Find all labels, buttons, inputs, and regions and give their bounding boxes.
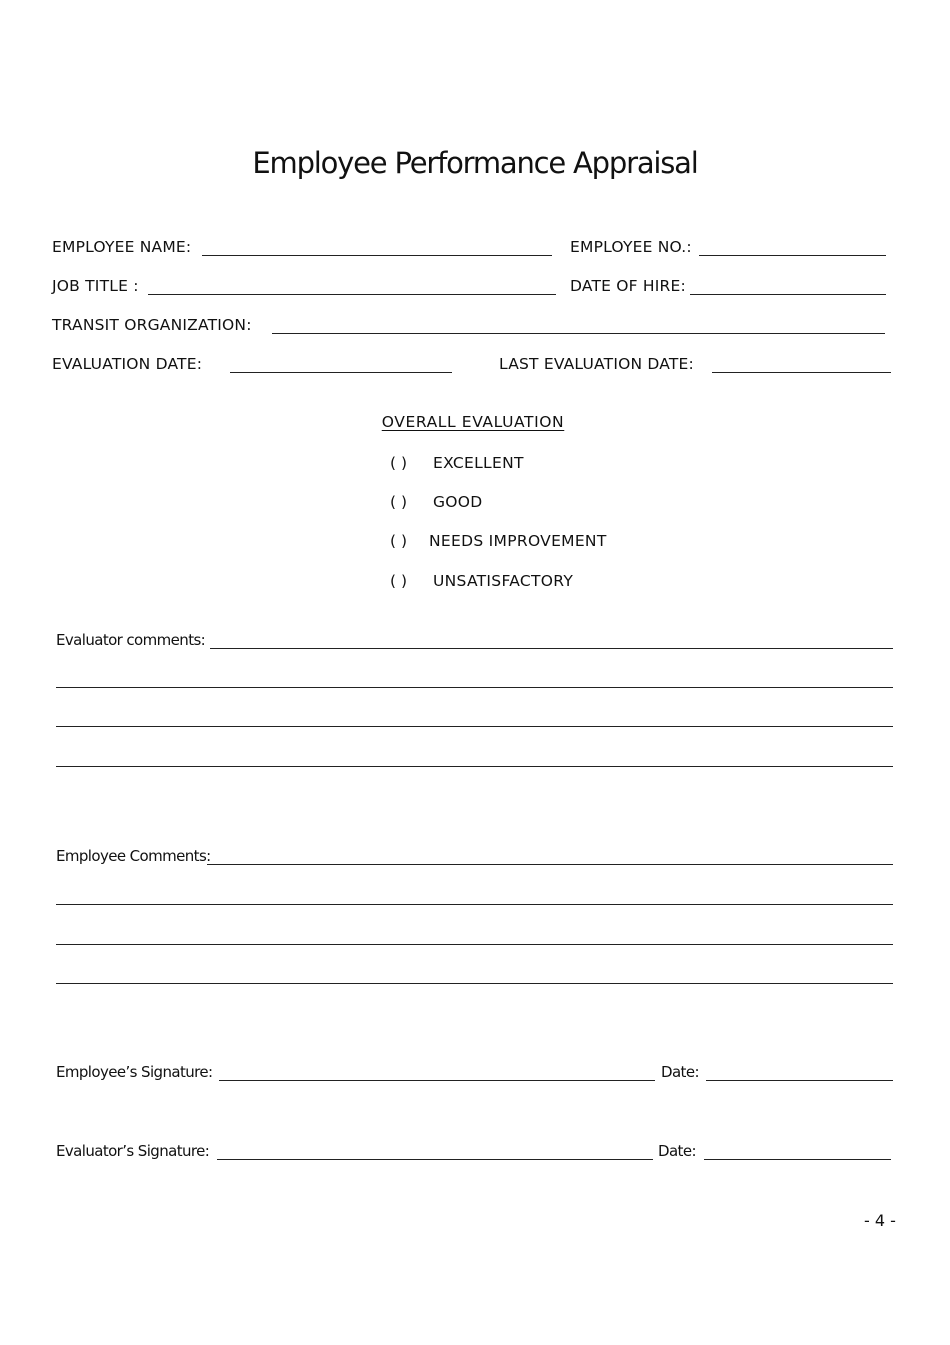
evaluation-date-label: EVALUATION DATE: [52,355,203,373]
evaluator-comments-line-2[interactable] [56,687,893,688]
needs-improvement-checkbox[interactable]: ( ) [390,532,408,550]
evaluator-comments-label: Evaluator comments: [56,631,206,649]
evaluator-signature-field[interactable] [217,1159,653,1160]
employee-comments-line-3[interactable] [56,944,893,945]
transit-organization-field[interactable] [272,333,885,334]
excellent-label: EXCELLENT [433,454,524,472]
evaluator-comments-line-1[interactable] [210,648,893,649]
employee-name-label: EMPLOYEE NAME: [52,238,192,256]
unsatisfactory-label: UNSATISFACTORY [433,572,574,590]
evaluator-signature-date-label: Date: [658,1142,696,1160]
employee-comments-line-1[interactable] [207,864,893,865]
unsatisfactory-checkbox[interactable]: ( ) [390,572,408,590]
employee-signature-label: Employee’s Signature: [56,1063,213,1081]
employee-signature-date-field[interactable] [706,1080,893,1081]
employee-comments-line-4[interactable] [56,983,893,984]
job-title-field[interactable] [148,294,556,295]
transit-organization-label: TRANSIT ORGANIZATION: [52,316,252,334]
employee-comments-label: Employee Comments: [56,847,211,865]
last-evaluation-date-label: LAST EVALUATION DATE: [499,355,694,373]
evaluation-date-field[interactable] [230,372,452,373]
employee-signature-field[interactable] [219,1080,655,1081]
evaluator-signature-date-field[interactable] [704,1159,891,1160]
page-title: Employee Performance Appraisal [252,146,698,180]
date-of-hire-field[interactable] [690,294,886,295]
employee-name-field[interactable] [202,255,552,256]
page-number: - 4 - [864,1211,896,1230]
last-evaluation-date-field[interactable] [712,372,891,373]
employee-no-label: EMPLOYEE NO.: [570,238,692,256]
evaluator-signature-label: Evaluator’s Signature: [56,1142,210,1160]
good-checkbox[interactable]: ( ) [390,493,408,511]
overall-evaluation-heading: OVERALL EVALUATION [381,413,565,431]
job-title-label: JOB TITLE : [52,277,139,295]
excellent-checkbox[interactable]: ( ) [390,454,408,472]
employee-no-field[interactable] [699,255,886,256]
employee-comments-line-2[interactable] [56,904,893,905]
date-of-hire-label: DATE OF HIRE: [570,277,686,295]
needs-improvement-label: NEEDS IMPROVEMENT [429,532,607,550]
evaluator-comments-line-3[interactable] [56,726,893,727]
evaluator-comments-line-4[interactable] [56,766,893,767]
employee-signature-date-label: Date: [661,1063,699,1081]
good-label: GOOD [433,493,483,511]
